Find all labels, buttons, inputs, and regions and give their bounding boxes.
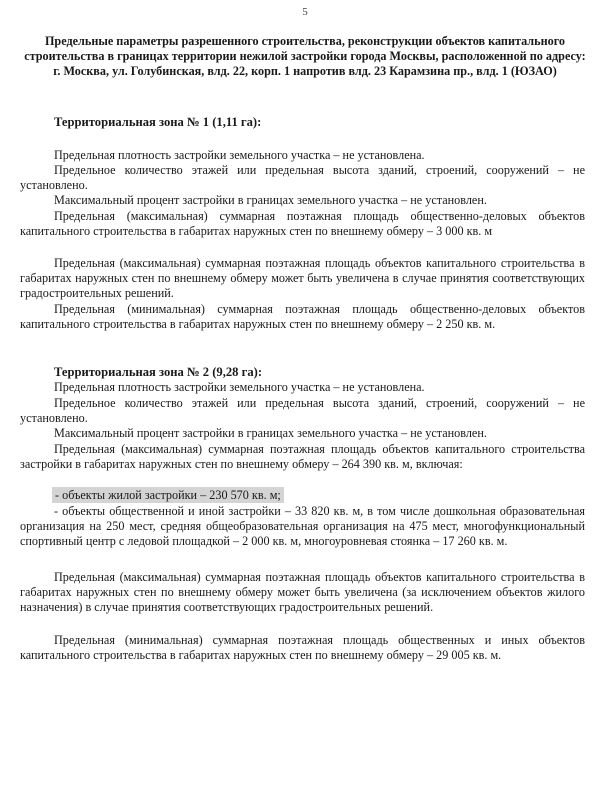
zone-1-coverage: Максимальный процент застройки в границах земельного участка – не установлен. [54,193,487,207]
zone-1-increase-note: Предельная (максимальная) суммарная поэтажная площадь объектов капитального строительства в габаритах наружных стен по внешнему обмеру может быть увеличена в случае принятия соответствующих градостроительных решений. [20,256,585,300]
zone-1-min-business-area: Предельная (минимальная) суммарная поэтажная площадь общественно-деловых объектов капитального строительства в габаритах наружных стен по внешнему обмеру – 2 250 кв. м. [20,302,585,331]
zone-1-heading: Территориальная зона № 1 (1,11 га): [54,115,262,129]
zone-2-heading: Территориальная зона № 2 (9,28 га): [54,365,263,379]
zone-2-public-item: - объекты общественной и иной застройки – 33 820 кв. м, в том числе дошкольная образовательная организация на 250 мест, средняя общеобразовательная организация на 475 мест, многофункциональный спортивный центр с ледовой площадкой – 2 000 кв. м, многоуровневая стоянка – 17 260 кв. м. [20,504,585,548]
highlighted-text: - объекты жилой застройки – 230 570 кв. м; [52,487,284,503]
zone-2-min-area: Предельная (минимальная) суммарная поэтажная площадь общественных и иных объектов капитального строительства в габаритах наружных стен по внешнему обмеру – 29 005 кв. м. [20,633,585,662]
page-number: 5 [302,6,308,18]
zone-2-increase-note: Предельная (максимальная) суммарная поэтажная площадь объектов капитального строительства в габаритах наружных стен по внешнему обмеру может быть увеличена (за исключением объектов жилого назначения) в случае принятия соответствующих градостроительных решений. [20,570,585,614]
zone-1-floors: Предельное количество этажей или предельная высота зданий, строений, сооружений – не установлено. [20,163,585,192]
zone-1-max-business-area: Предельная (максимальная) суммарная поэтажная площадь общественно-деловых объектов капитального строительства в габаритах наружных стен по внешнему обмеру – 3 000 кв. м [20,209,585,238]
zone-2-residential-item [52,488,585,503]
document-title: Предельные параметры разрешенного строительства, реконструкции объектов капитального строительства в границах территории нежилой застройки города Москвы, расположенной по адресу: г. Москва, ул. Голубинская, влд. 22, корп. 1 напротив влд. 23 Карамзина пр., влд. 1 (ЮЗАО) [24,34,586,78]
zone-2-coverage: Максимальный процент застройки в границах земельного участка – не установлен. [54,426,487,440]
zone-2-max-area: Предельная (максимальная) суммарная поэтажная площадь объектов капитального строительства застройки в габаритах наружных стен по внешнему обмеру – 264 390 кв. м, включая: [20,442,585,471]
zone-1-density: Предельная плотность застройки земельного участка – не установлена. [54,148,425,162]
zone-2-floors: Предельное количество этажей или предельная высота зданий, строений, сооружений – не установлено. [20,396,585,425]
zone-2-density: Предельная плотность застройки земельного участка – не установлена. [54,380,425,394]
